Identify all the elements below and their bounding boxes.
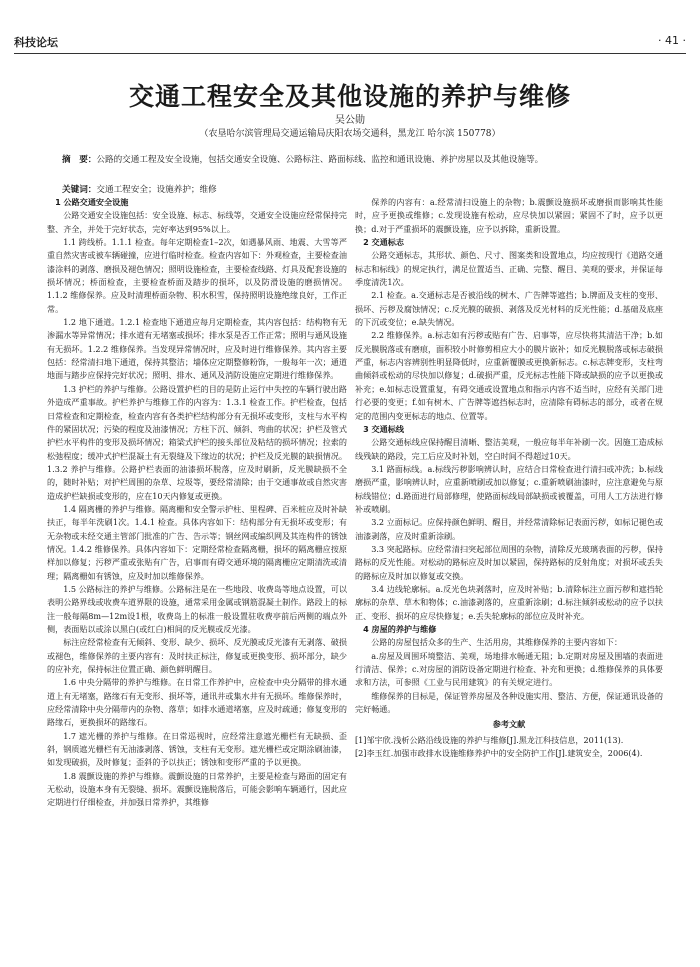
journal-section: 科技论坛 [14,36,58,49]
paragraph: 1.7 遮光栅的养护与维修。在日常巡视时，应经常注意遮光栅栏有无缺损、歪斜，钢质遮光栅栏有无油漆剥落、锈蚀，支柱有无变形。遮光栅栏或定期涂刷油漆，如发现破损，及时修复；歪斜的予以扶正；锈蚀和变形严重的予以更换。 [47,730,347,768]
header-rule [14,53,686,54]
paragraph: 1.8 震颤设施的养护与维修。震颤设施的日常养护，主要是检查与路面的固定有无松动，设施本身有无裂缝、损坏。震颤设施脱落后，可能会影响车辆通行，因此应定期进行仔细检查，并加强日常养护，其维修 [47,770,347,808]
paragraph: 标注应经常检查有无倾斜、变形、缺少、损坏、反光膜或反光漆有无剥落、破损或褪色，维修保养的主要内容有：及时扶正标注，修复或更换变形、损坏部分，缺少的应补充，保持标注位置正确、颜色鲜明醒目。 [47,637,347,675]
page-number: · 41 · [658,34,686,47]
article-title: 交通工程安全及其他设施的养护与维修 [128,82,571,111]
paragraph: 公路交通标志，其形状、颜色、尺寸、图案类和设置地点，均应按现行《道路交通标志和标线》的规定执行，满足位置适当、正确、完整、醒目、美观的要求，并保证每季度清洗1次。 [355,250,663,288]
section-heading: 3 交通标线 [363,423,404,434]
section-heading: 2 交通标志 [363,237,404,248]
paragraph: 公路的房屋包括众多的生产、生活用房，其维修保养的主要内容如下： [371,637,623,648]
reference-item: [2]李玉红.加强市政排水设施维修养护中的安全防护工作[J].建筑安全，2006(4). [355,748,643,759]
section-heading: 4 房屋的养护与维修 [363,624,437,634]
keywords-label: 关键词： [62,185,97,195]
abstract [34,153,666,167]
section-heading: 1 公路交通安全设施 [55,197,129,207]
paragraph: 1.3 护栏的养护与维修。公路设置护栏的目的是防止运行中失控的车辆行驶出路外造成严重事故。护栏养护与维修工作的内容为：1.3.1 检查工作。护栏检查，包括日常检查和定期检查，检查内容有各类护栏结构部分有无损坏或变形，支柱与水平构件的紧固状况；污染的程度及油漆情况；方柱下沉、倾斜、弯曲的状况；护栏及管式护栏水平构件的变形及损坏情况；箱梁式护栏的接头部位及粘结的损坏情况；拉索的松弛程度；缓冲式护栏混凝土有无裂缝及下缘边的状况；护栏及反光膜的缺损情况。1.3.2 养护与维修。公路护栏表面的油漆损坏脱落，应及时刷新，反光膜缺损不全的，随时补贴；对护栏周围的杂草、垃圾等，要经常清除；由于交通事故或自然灾害造成护栏缺损或变形的，应在10天内修复或更换。 [47,383,347,501]
reference-item: [1]邹宇欣.浅析公路沿线设施的养护与维修[J].黑龙江科技信息，2011(13). [355,734,624,745]
keywords-text: 交通工程安全；设施养护；维修 [96,185,217,195]
paragraph: 1.4 隔离栅的养护与维修。隔离栅和安全警示护柱、里程碑、百米桩应及时补缺扶正，每半年洗刷1次。1.4.1 检查。具体内容如下：结构部分有无损坏或变形；有无杂物或未经交通主管部门批准的广告、告示等；钢丝网或编织网及其连构件的锈蚀情况。1.4.2 维修保养。具体内容如下：定期经常检查隔离栅，损坏的隔离栅应按原样加以修复；污秽严重或张贴有广告，启事而有碍交通环境的隔离栅应定期清洗或清理；隔离栅如有锈蚀，应及时加以维修保养。 [47,503,347,581]
paragraph: 1.2 地下通道。1.2.1 检查地下通道应每月定期检查，其内容包括：结构物有无渗漏水等异常情况；排水道有无堵塞或损坏；排水泵是否工作正常；照明与通风设施有无损坏。1.2.2 维修保养。当发现异常情况时，应及时进行维修保养。其内容主要包括：经常清扫地下通道，保持其整洁；墙体应定期整修粉饰，一般每年一次；通道地面与踏步应保持完好状况；照明、排水、通风及消防设施应定期进行维修保养。 [47,317,347,381]
paragraph: 公路交通安全设施包括：安全设施、标志、标线等，交通安全设施应经常保持完整、齐全，并处于完好状态，完好率达到95%以上。 [47,210,347,234]
abstract-text: 公路的交通工程及安全设施，包括交通安全设施、公路标注、路面标线、监控和通讯设施、养护房屋以及其他设施等。 [96,155,544,165]
paragraph: a.房屋及周围环境整洁、美观，场地排水畅通无阻；b.定期对房屋及围墙的表面进行清洁、保养；c.对房屋的消防设备定期进行检查、补充和更换；d.维修保养的具体要求和方法，可参照《工业与民用建筑》的有关规定进行。 [355,650,663,688]
paragraph: 1.5 公路标注的养护与维修。公路标注是在一些地段、收费岛等地点设置，可以表明公路界线或收费车道界限的设施，通常采用金属或钢筋混凝土制作。路段上的标注一般每隔8m—12m设1根，收费岛上的标准一般设置驻收费亭前后两侧的端点外侧，表面贴以或涂以黑白(或红白)相间的反光膜或反光漆。 [47,583,347,634]
left-column [47,196,347,810]
paragraph: 3.2 立面标记。应保持颜色鲜明、醒目，并经常清除标记表面污秽，如标记褪色或油漆剥落，应及时重新涂刷。 [355,517,663,541]
affiliation: （农垦哈尔滨管理局交通运输局庆阳农场交通科，黑龙江 哈尔滨 150778） [199,129,501,139]
paragraph: 公路交通标线应保持醒目清晰、整洁美观，一般应每半年补刷一次。因施工造成标线残缺的路段，完工后应及时补划，空白时间不得超过10天。 [355,437,663,461]
references-title: 参考文献 [492,719,526,730]
paragraph: 2.1 检查。a.交通标志是否被沿线的树木、广告牌等遮挡；b.牌面及支柱的变形、损坏、污秽及腐蚀情况；c.反光膜的破损、剥落及反光材料的反光性能；d.基础及底座的下沉或变位；e.缺失情况。 [355,290,663,328]
paragraph: 3.1 路面标线。a.标线污秽影响辨认时，应结合日常检查进行清扫或冲洗；b.标线磨损严重，影响辨认时，应重新喷刷或加以修复；c.重新喷刷油漆时，应注意避免与原标线错位；d.路面进行局部修理，使路面标线局部缺损或被覆盖，可用人工方法进行修补或喷刷。 [355,463,663,514]
paragraph: 3.3 突起路标。应经常清扫突起部位周围的杂物，清除反光玻璃表面的污秽，保持路标的反光性能。对松动的路标应及时加以紧固，保持路标的反射角度；对损坏或丢失的路标应及时加以修复或交换。 [355,543,663,581]
abstract-label: 摘 要： [62,155,97,165]
paragraph: 保养的内容有：a.经常清扫设施上的杂物；b.震颤设施损坏或磨损而影响其性能时，应予更换或维修；c.发现设施有松动，应尽快加以紧固；紧固不了时，应予以更换；d.对于严重损坏的震颤设施，应予以拆除，重新设置。 [355,197,663,234]
author: 吴公勋 [335,115,365,126]
paragraph: 维修保养的目标是，保证管养房屋及各种设施实用、整洁、方便，保证通讯设备的完好畅通。 [355,690,663,715]
running-header [14,34,686,52]
paragraph: 2.2 维修保养。a.标志如有污秽或贴有广告、启事等，应尽快将其清洁干净；b.如反光膜脱落或有磨痕，面积较小时修剪相应大小的膜片嵌补；如反光膜脱落或标志破损严重，标志内容辨别性明显降低时，应重新覆膜或更换新标志。c.标志牌变形，支柱弯曲倾斜或松动的尽快加以修复；d.破损严重，反光标志性能下降或缺损的应予以更换或补充；e.如标志设置重复，有碍交通或设置地点和指示内容不适当时，应经有关部门进行必要的变更；f.如有树木、广告牌等遮挡标志时，应清除有碍标志的部分，或者在规定的范围内变更标志的地点、位置等。 [355,330,663,421]
paragraph: 1.6 中央分隔带的养护与维修。在日常工作养护中，应检查中央分隔带的排水通道上有无堵塞，路缘石有无变形、损坏等，通讯井或集水井有无损坏。维修保养时，应经常清除中央分隔带内的杂物、落草；如排水通道堵塞，应及时疏通；修复变形的路缘石，更换损坏的路缘石。 [47,677,347,728]
paragraph: 3.4 边线轮廓标。a.反光色块剥落时，应及时补贴；b.清除标注立面污秽和遮挡轮廓标的杂草、草木和物体；c.油漆剥落的，应重新涂刷；d.标注倾斜或松动的应予以扶正、变形、损坏的应尽快修复；e.丢失轮廓标的部位应及时补充。 [355,583,663,621]
paragraph: 1.1 跨线桥。1.1.1 检查。每年定期检查1–2次，如遇暴风雨、地震、大雪等严重自然灾害或被车辆碰撞，应进行临时检查。检查内容如下：外观检查，主要检查油漆涂料的剥落、磨损及褪色情况；照明设施检查，主要检查线路、灯具及配套设施的损坏情况；桥面检查，主要检查桥面及踏步的损坏，以及防滑设施的磨损情况。1.1.2 维修保养。应及时清理桥面杂物、积水积雪，保持照明设施绝缘良好，工作正常。 [47,237,347,314]
right-column [355,196,663,760]
keywords [62,183,666,195]
